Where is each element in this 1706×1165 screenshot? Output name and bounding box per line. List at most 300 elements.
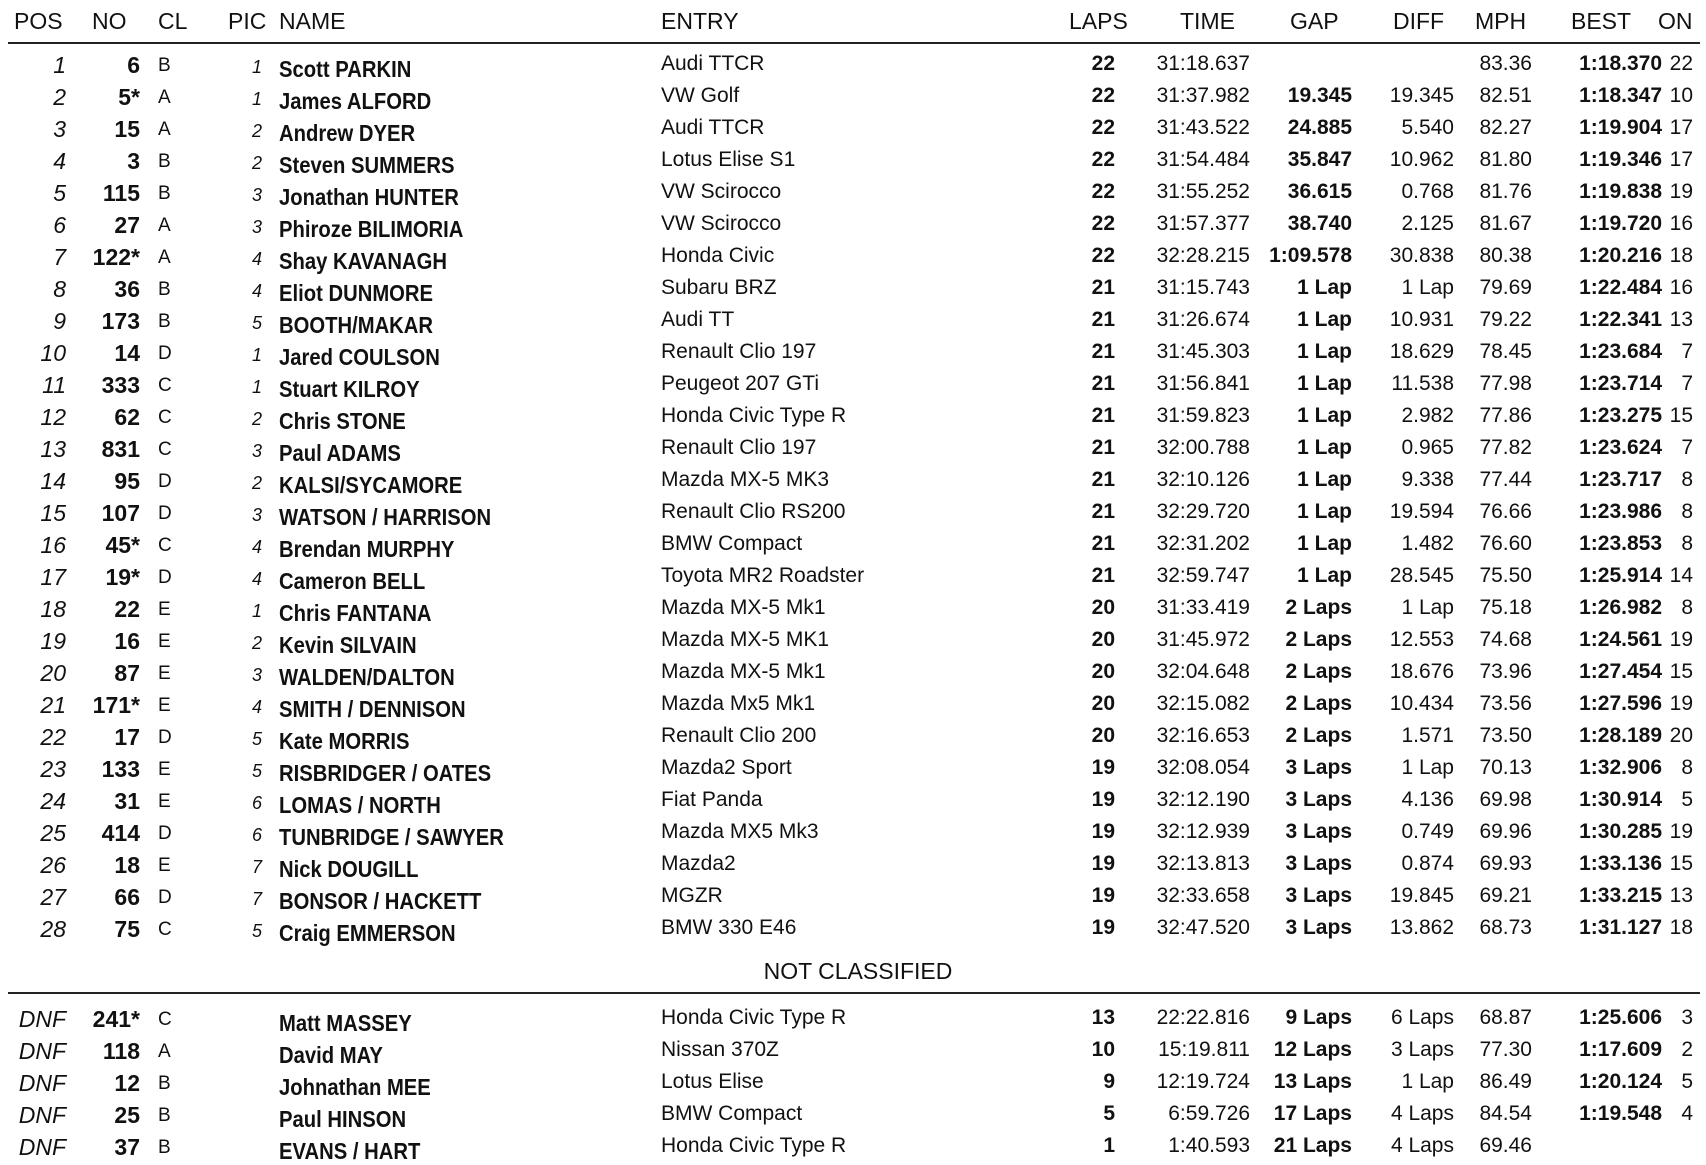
cell-gap: 3 Laps xyxy=(1285,916,1352,939)
cell-diff: 4 Laps xyxy=(1390,1134,1454,1157)
cell-mph: 83.36 xyxy=(1479,52,1532,75)
cell-cl: D xyxy=(158,471,172,492)
cell-best: 1:23.275 xyxy=(1579,404,1662,427)
cell-best: 1:27.596 xyxy=(1579,692,1662,715)
cell-pos: DNF xyxy=(18,1070,66,1096)
cell-pic: 3 xyxy=(251,441,262,461)
header-no: NO xyxy=(92,8,127,34)
cell-no: 14 xyxy=(114,340,140,366)
cell-on: 3 xyxy=(1681,1006,1693,1029)
cell-best: 1:19.720 xyxy=(1579,212,1662,235)
cell-mph: 76.60 xyxy=(1479,532,1532,555)
cell-entry: Honda Civic Type R xyxy=(661,1134,847,1157)
cell-mph: 77.86 xyxy=(1479,404,1532,427)
table-row xyxy=(0,914,1706,946)
cell-gap: 35.847 xyxy=(1287,148,1352,171)
cell-time: 32:08.054 xyxy=(1156,756,1250,779)
cell-on: 15 xyxy=(1669,404,1693,427)
cell-no: 37 xyxy=(114,1134,140,1160)
cell-no: 12 xyxy=(114,1070,140,1096)
table-row xyxy=(0,178,1706,210)
cell-name: EVANS / HART xyxy=(279,1138,421,1164)
cell-pic: 2 xyxy=(251,409,262,429)
cell-on: 8 xyxy=(1681,532,1693,555)
cell-diff: 30.838 xyxy=(1389,244,1454,267)
cell-laps: 13 xyxy=(1091,1006,1115,1029)
table-row xyxy=(0,658,1706,690)
cell-on: 17 xyxy=(1669,116,1693,139)
cell-on: 17 xyxy=(1669,148,1693,171)
cell-laps: 19 xyxy=(1091,820,1115,843)
cell-cl: D xyxy=(158,343,172,364)
cell-gap: 2 Laps xyxy=(1285,724,1352,747)
cell-no: 118 xyxy=(102,1038,140,1064)
cell-no: 333 xyxy=(101,372,140,398)
cell-laps: 20 xyxy=(1091,660,1115,683)
cell-pic: 1 xyxy=(251,601,262,621)
cell-gap: 1 Lap xyxy=(1297,564,1352,587)
cell-time: 12:19.724 xyxy=(1156,1070,1250,1093)
cell-no: 75 xyxy=(114,916,140,942)
cell-mph: 73.96 xyxy=(1479,660,1532,683)
cell-best: 1:22.484 xyxy=(1579,276,1662,299)
cell-pos: 21 xyxy=(40,692,66,718)
cell-name: RISBRIDGER / OATES xyxy=(279,760,492,786)
cell-gap: 21 Laps xyxy=(1273,1134,1352,1157)
cell-on: 22 xyxy=(1669,52,1693,75)
cell-best: 1:26.982 xyxy=(1579,596,1662,619)
cell-diff: 6 Laps xyxy=(1390,1006,1454,1029)
cell-no: 122* xyxy=(92,244,140,270)
cell-gap: 1 Lap xyxy=(1297,532,1352,555)
cell-pic: 1 xyxy=(251,57,262,77)
cell-entry: Lotus Elise S1 xyxy=(661,148,796,171)
cell-laps: 19 xyxy=(1091,852,1115,875)
cell-gap: 1 Lap xyxy=(1297,308,1352,331)
cell-entry: Peugeot 207 GTi xyxy=(661,372,819,395)
cell-no: 16 xyxy=(114,628,140,654)
cell-diff: 4.136 xyxy=(1401,788,1454,811)
cell-on: 19 xyxy=(1669,628,1693,651)
cell-pic: 4 xyxy=(251,569,262,589)
cell-on: 19 xyxy=(1669,820,1693,843)
table-row xyxy=(0,690,1706,722)
cell-diff: 18.676 xyxy=(1389,660,1454,683)
cell-diff: 0.749 xyxy=(1401,820,1454,843)
cell-entry: Honda Civic xyxy=(661,244,775,267)
cell-time: 31:26.674 xyxy=(1156,308,1250,331)
cell-time: 31:57.377 xyxy=(1156,212,1250,235)
cell-laps: 21 xyxy=(1091,340,1115,363)
cell-pos: 22 xyxy=(40,724,66,750)
cell-gap: 1:09.578 xyxy=(1269,244,1352,267)
header-entry: ENTRY xyxy=(661,8,739,34)
cell-cl: A xyxy=(158,247,171,268)
cell-pos: 2 xyxy=(53,84,66,110)
cell-time: 32:29.720 xyxy=(1156,500,1250,523)
cell-name: Jonathan HUNTER xyxy=(279,184,459,210)
cell-pos: 24 xyxy=(40,788,66,814)
cell-laps: 22 xyxy=(1091,52,1115,75)
cell-gap: 19.345 xyxy=(1287,84,1352,107)
cell-best: 1:27.454 xyxy=(1579,660,1662,683)
cell-cl: C xyxy=(158,535,172,556)
cell-mph: 75.50 xyxy=(1479,564,1532,587)
cell-no: 87 xyxy=(114,660,140,686)
cell-entry: Honda Civic Type R xyxy=(661,1006,847,1029)
cell-pos: 23 xyxy=(40,756,66,782)
table-row xyxy=(0,1100,1706,1132)
cell-cl: D xyxy=(158,503,172,524)
cell-on: 10 xyxy=(1669,84,1693,107)
cell-laps: 10 xyxy=(1091,1038,1115,1061)
cell-cl: E xyxy=(158,631,171,652)
cell-gap: 1 Lap xyxy=(1297,372,1352,395)
cell-no: 45* xyxy=(105,532,140,558)
cell-gap: 9 Laps xyxy=(1285,1006,1352,1029)
cell-name: Paul ADAMS xyxy=(279,440,401,466)
table-row xyxy=(0,818,1706,850)
cell-pos: 28 xyxy=(40,916,66,942)
cell-gap: 24.885 xyxy=(1287,116,1352,139)
cell-pic: 7 xyxy=(251,889,262,909)
cell-pos: 13 xyxy=(40,436,66,462)
cell-entry: Lotus Elise xyxy=(661,1070,764,1093)
cell-diff: 1 Lap xyxy=(1401,276,1454,299)
cell-gap: 17 Laps xyxy=(1273,1102,1352,1125)
cell-pos: 6 xyxy=(53,212,66,238)
cell-best: 1:28.189 xyxy=(1579,724,1662,747)
cell-name: Johnathan MEE xyxy=(279,1074,431,1100)
cell-pic: 4 xyxy=(251,281,262,301)
cell-best: 1:19.838 xyxy=(1579,180,1662,203)
cell-pos: 8 xyxy=(53,276,66,302)
table-row xyxy=(0,498,1706,530)
cell-mph: 77.98 xyxy=(1479,372,1532,395)
cell-time: 31:54.484 xyxy=(1156,148,1250,171)
cell-laps: 22 xyxy=(1091,148,1115,171)
cell-time: 32:33.658 xyxy=(1156,884,1250,907)
cell-mph: 79.69 xyxy=(1479,276,1532,299)
cell-mph: 69.96 xyxy=(1479,820,1532,843)
cell-time: 31:56.841 xyxy=(1156,372,1250,395)
cell-best: 1:31.127 xyxy=(1579,916,1662,939)
cell-best: 1:33.215 xyxy=(1579,884,1662,907)
cell-time: 31:59.823 xyxy=(1156,404,1250,427)
cell-no: 115 xyxy=(102,180,140,206)
cell-entry: Audi TT xyxy=(661,308,735,331)
cell-mph: 69.98 xyxy=(1479,788,1532,811)
cell-on: 7 xyxy=(1681,436,1693,459)
cell-no: 25 xyxy=(114,1102,140,1128)
cell-best: 1:19.904 xyxy=(1579,116,1662,139)
cell-pos: DNF xyxy=(18,1038,66,1064)
cell-pos: 12 xyxy=(40,404,66,430)
cell-entry: BMW Compact xyxy=(661,1102,803,1125)
cell-time: 32:00.788 xyxy=(1156,436,1250,459)
cell-laps: 21 xyxy=(1091,564,1115,587)
cell-cl: E xyxy=(158,695,171,716)
cell-laps: 19 xyxy=(1091,916,1115,939)
cell-pos: DNF xyxy=(18,1102,66,1128)
header-diff: DIFF xyxy=(1393,8,1445,34)
cell-pos: 16 xyxy=(40,532,66,558)
cell-cl: E xyxy=(158,759,171,780)
cell-time: 22:22.816 xyxy=(1156,1006,1250,1029)
cell-cl: B xyxy=(158,1137,171,1158)
table-row xyxy=(0,82,1706,114)
cell-cl: E xyxy=(158,599,171,620)
cell-gap: 1 Lap xyxy=(1297,404,1352,427)
cell-entry: Subaru BRZ xyxy=(661,276,777,299)
cell-on: 2 xyxy=(1681,1038,1693,1061)
cell-on: 16 xyxy=(1669,276,1693,299)
cell-pos: 11 xyxy=(42,372,66,398)
not-classified-heading: NOT CLASSIFIED xyxy=(763,958,953,984)
cell-entry: Audi TTCR xyxy=(661,52,765,75)
cell-name: KALSI/SYCAMORE xyxy=(279,472,463,498)
cell-pic: 3 xyxy=(251,665,262,685)
cell-best: 1:18.347 xyxy=(1579,84,1662,107)
header-time: TIME xyxy=(1180,8,1235,34)
cell-diff: 1.571 xyxy=(1401,724,1454,747)
table-row xyxy=(0,210,1706,242)
cell-laps: 9 xyxy=(1103,1070,1115,1093)
cell-diff: 4 Laps xyxy=(1390,1102,1454,1125)
cell-mph: 79.22 xyxy=(1479,308,1532,331)
cell-best: 1:23.684 xyxy=(1579,340,1662,363)
cell-pic: 2 xyxy=(251,473,262,493)
cell-gap: 2 Laps xyxy=(1285,692,1352,715)
cell-on: 13 xyxy=(1669,308,1693,331)
cell-laps: 20 xyxy=(1091,692,1115,715)
cell-best: 1:23.853 xyxy=(1579,532,1662,555)
cell-pic: 7 xyxy=(251,857,262,877)
cell-pos: 15 xyxy=(40,500,66,526)
cell-time: 31:43.522 xyxy=(1156,116,1250,139)
cell-mph: 73.56 xyxy=(1479,692,1532,715)
cell-pic: 3 xyxy=(251,185,262,205)
cell-name: Jared COULSON xyxy=(279,344,440,370)
cell-time: 32:31.202 xyxy=(1156,532,1250,555)
cell-name: Steven SUMMERS xyxy=(279,152,455,178)
cell-on: 8 xyxy=(1681,596,1693,619)
cell-entry: Mazda MX-5 MK1 xyxy=(661,628,830,651)
cell-time: 31:55.252 xyxy=(1156,180,1250,203)
cell-no: 414 xyxy=(101,820,140,846)
table-row xyxy=(0,530,1706,562)
cell-mph: 73.50 xyxy=(1479,724,1532,747)
cell-gap: 36.615 xyxy=(1287,180,1352,203)
cell-gap: 2 Laps xyxy=(1285,628,1352,651)
cell-entry: Mazda2 Sport xyxy=(661,756,792,779)
cell-entry: Renault Clio 197 xyxy=(661,436,817,459)
cell-time: 15:19.811 xyxy=(1158,1038,1250,1061)
cell-best: 1:30.285 xyxy=(1579,820,1662,843)
cell-time: 31:37.982 xyxy=(1156,84,1250,107)
table-row xyxy=(0,434,1706,466)
cell-laps: 22 xyxy=(1091,116,1115,139)
cell-cl: A xyxy=(158,87,171,108)
cell-name: WALDEN/DALTON xyxy=(279,664,455,690)
table-row xyxy=(0,274,1706,306)
cell-time: 32:13.813 xyxy=(1156,852,1250,875)
cell-entry: VW Scirocco xyxy=(661,212,782,235)
cell-time: 31:15.743 xyxy=(1156,276,1250,299)
cell-best: 1:23.714 xyxy=(1579,372,1662,395)
cell-laps: 22 xyxy=(1091,244,1115,267)
cell-name: Cameron BELL xyxy=(279,568,426,594)
cell-mph: 82.27 xyxy=(1479,116,1532,139)
cell-entry: Nissan 370Z xyxy=(661,1038,779,1061)
cell-mph: 80.38 xyxy=(1479,244,1532,267)
table-row xyxy=(0,146,1706,178)
cell-no: 66 xyxy=(114,884,140,910)
cell-no: 36 xyxy=(114,276,140,302)
cell-cl: B xyxy=(158,1073,171,1094)
cell-name: Kate MORRIS xyxy=(279,728,410,754)
cell-pos: 25 xyxy=(40,820,66,846)
cell-mph: 68.73 xyxy=(1479,916,1532,939)
cell-entry: Mazda MX5 Mk3 xyxy=(661,820,819,843)
table-row xyxy=(0,466,1706,498)
cell-laps: 20 xyxy=(1091,724,1115,747)
cell-laps: 22 xyxy=(1091,180,1115,203)
cell-pos: 3 xyxy=(53,116,66,142)
cell-entry: Mazda2 xyxy=(661,852,736,875)
cell-on: 5 xyxy=(1681,788,1693,811)
cell-name: Scott PARKIN xyxy=(279,56,412,82)
cell-no: 3 xyxy=(127,148,140,174)
cell-name: James ALFORD xyxy=(279,88,432,114)
cell-laps: 19 xyxy=(1091,788,1115,811)
table-row xyxy=(0,1004,1706,1036)
cell-cl: E xyxy=(158,663,171,684)
table-row xyxy=(0,1036,1706,1068)
cell-laps: 5 xyxy=(1103,1102,1115,1125)
cell-mph: 78.45 xyxy=(1479,340,1532,363)
cell-pic: 2 xyxy=(251,121,262,141)
cell-gap: 3 Laps xyxy=(1285,852,1352,875)
header-cl: CL xyxy=(158,8,188,34)
cell-laps: 1 xyxy=(1103,1134,1115,1157)
cell-on: 4 xyxy=(1681,1102,1693,1125)
cell-best: 1:19.346 xyxy=(1579,148,1662,171)
cell-name: TUNBRIDGE / SAWYER xyxy=(279,824,504,850)
cell-name: Craig EMMERSON xyxy=(279,920,456,946)
cell-pic: 5 xyxy=(251,761,262,781)
cell-diff: 18.629 xyxy=(1389,340,1454,363)
cell-on: 8 xyxy=(1681,756,1693,779)
cell-no: 18 xyxy=(114,852,140,878)
cell-mph: 68.87 xyxy=(1479,1006,1532,1029)
table-row xyxy=(0,754,1706,786)
cell-name: Andrew DYER xyxy=(279,120,416,146)
cell-no: 133 xyxy=(101,756,140,782)
header-name: NAME xyxy=(279,8,346,34)
cell-diff: 19.594 xyxy=(1389,500,1454,523)
cell-laps: 22 xyxy=(1091,212,1115,235)
cell-name: LOMAS / NORTH xyxy=(279,792,441,818)
cell-on: 7 xyxy=(1681,372,1693,395)
cell-time: 31:33.419 xyxy=(1156,596,1250,619)
cell-gap: 12 Laps xyxy=(1273,1038,1352,1061)
cell-pic: 1 xyxy=(251,89,262,109)
cell-on: 14 xyxy=(1669,564,1693,587)
cell-entry: Renault Clio 200 xyxy=(661,724,817,747)
cell-no: 19* xyxy=(105,564,140,590)
cell-name: Eliot DUNMORE xyxy=(279,280,434,306)
header-pos: POS xyxy=(14,8,63,34)
cell-time: 31:45.972 xyxy=(1156,628,1250,651)
cell-cl: D xyxy=(158,823,172,844)
cell-no: 5* xyxy=(118,84,140,110)
cell-time: 32:16.653 xyxy=(1156,724,1250,747)
cell-diff: 28.545 xyxy=(1389,564,1454,587)
cell-gap: 1 Lap xyxy=(1297,500,1352,523)
table-row xyxy=(0,786,1706,818)
table-row xyxy=(0,626,1706,658)
cell-diff: 10.962 xyxy=(1389,148,1454,171)
cell-no: 6 xyxy=(127,52,140,78)
cell-mph: 81.80 xyxy=(1479,148,1532,171)
cell-best: 1:33.136 xyxy=(1579,852,1662,875)
cell-laps: 21 xyxy=(1091,532,1115,555)
cell-entry: VW Golf xyxy=(661,84,740,107)
cell-pic: 4 xyxy=(251,537,262,557)
cell-best: 1:23.717 xyxy=(1579,468,1662,491)
cell-entry: VW Scirocco xyxy=(661,180,782,203)
cell-no: 95 xyxy=(114,468,140,494)
cell-name: WATSON / HARRISON xyxy=(279,504,492,530)
cell-mph: 82.51 xyxy=(1479,84,1532,107)
cell-pic: 3 xyxy=(251,505,262,525)
cell-pic: 6 xyxy=(251,825,262,845)
cell-pic: 5 xyxy=(251,313,262,333)
cell-time: 32:04.648 xyxy=(1156,660,1250,683)
cell-entry: Mazda Mx5 Mk1 xyxy=(661,692,816,715)
cell-pos: 7 xyxy=(53,244,66,270)
cell-cl: A xyxy=(158,215,171,236)
cell-laps: 21 xyxy=(1091,276,1115,299)
cell-entry: Honda Civic Type R xyxy=(661,404,847,427)
cell-name: BOOTH/MAKAR xyxy=(279,312,434,338)
table-row xyxy=(0,594,1706,626)
cell-pos: 9 xyxy=(53,308,66,334)
cell-time: 6:59.726 xyxy=(1168,1102,1250,1125)
cell-diff: 1 Lap xyxy=(1401,756,1454,779)
cell-diff: 2.125 xyxy=(1401,212,1454,235)
cell-on: 13 xyxy=(1669,884,1693,907)
cell-no: 17 xyxy=(114,724,140,750)
cell-entry: BMW Compact xyxy=(661,532,803,555)
cell-diff: 19.345 xyxy=(1389,84,1454,107)
cell-laps: 21 xyxy=(1091,468,1115,491)
cell-mph: 75.18 xyxy=(1479,596,1532,619)
cell-pic: 3 xyxy=(251,217,262,237)
cell-name: Kevin SILVAIN xyxy=(279,632,417,658)
cell-name: Matt MASSEY xyxy=(279,1010,412,1036)
cell-cl: C xyxy=(158,919,172,940)
not-classified-divider xyxy=(8,992,1700,994)
table-row xyxy=(0,882,1706,914)
cell-mph: 74.68 xyxy=(1479,628,1532,651)
cell-time: 32:15.082 xyxy=(1156,692,1250,715)
cell-name: Paul HINSON xyxy=(279,1106,407,1132)
cell-mph: 69.93 xyxy=(1479,852,1532,875)
cell-mph: 84.54 xyxy=(1479,1102,1532,1125)
cell-pic: 4 xyxy=(251,697,262,717)
